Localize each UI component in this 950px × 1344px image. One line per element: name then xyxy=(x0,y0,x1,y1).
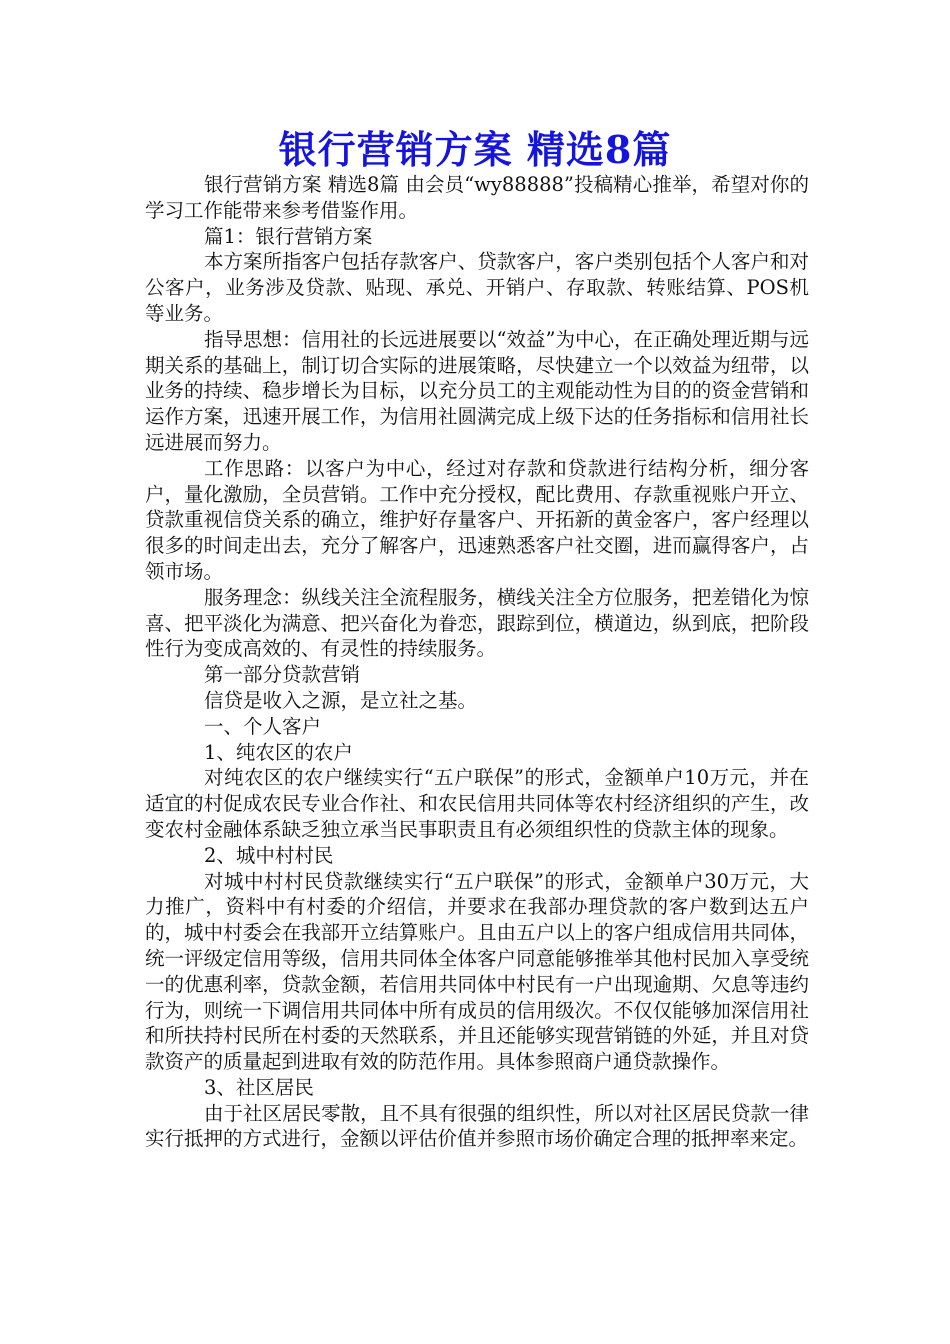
paragraph: 指导思想：信用社的长远进展要以“效益”为中心，在正确处理近期与远期关系的基础上，制订切合实际的进展策略，尽快建立一个以效益为纽带，以业务的持续、稳步增长为目标，以充分员工的主观能动性为目的的资金营销和运作方案，迅速开展工作，为信用社圆满完成上级下达的任务指标和信用社长远进展而努力。 xyxy=(145,327,809,454)
subsection-heading: 3、社区居民 xyxy=(204,1075,314,1099)
subsection-heading: 2、城中村村民 xyxy=(204,843,334,867)
paragraph: 服务理念：纵线关注全流程服务，横线关注全方位服务，把差错化为惊喜、把平淡化为满意、把兴奋化为眷恋，跟踪到位，横道边，纵到底，把阶段性行为变成高效的、有灵性的持续服务。 xyxy=(145,585,809,661)
paragraph: 对城中村村民贷款继续实行“五户联保”的形式，金额单户30万元，大力推广，资料中有村委的介绍信，并要求在我部办理贷款的客户数到达五户的，城中村委会在我部开立结算账户。且由五户以上的客户组成信用共同体，统一评级定信用等级，信用共同体全体客户同意能够推举其他村民加入享受统一的优惠利率，贷款金额，若信用共同体中村民有一户出现逾期、欠息等违约行为，则统一下调信用共同体中所有成员的信用级次。不仅仅能够加深信用社和所扶持村民所在村委的天然联系，并且还能够实现营销链的外延，并且对贷款资产的质量起到进取有效的防范作用。具体参照商户通贷款操作。 xyxy=(145,869,809,1074)
section-heading: 篇1：银行营销方案 xyxy=(204,224,373,248)
paragraph: 由于社区居民零散，且不具有很强的组织性，所以对社区居民贷款一律实行抵押的方式进行，金额以评估价值并参照市场价确定合理的抵押率来定。 xyxy=(145,1101,809,1151)
paragraph: 信贷是收入之源，是立社之基。 xyxy=(204,688,478,712)
document-title: 银行营销方案 精选8篇 xyxy=(278,127,672,172)
subsection-heading: 一、个人客户 xyxy=(204,714,322,738)
subsection-heading: 1、纯农区的农户 xyxy=(204,740,353,764)
paragraph: 工作思路：以客户为中心，经过对存款和贷款进行结构分析，细分客户，量化激励，全员营销。工作中充分授权，配比费用、存款重视账户开立、贷款重视信贷关系的确立，维护好存量客户、开拓新的黄金客户，客户经理以很多的时间走出去，充分了解客户，迅速熟悉客户社交圈，进而赢得客户，占领市场。 xyxy=(145,456,809,583)
document-body xyxy=(145,172,809,1152)
intro-paragraph: 银行营销方案 精选8篇 由会员“wy88888”投稿精心推举，希望对你的学习工作能带来参考借鉴作用。 xyxy=(145,173,809,222)
paragraph: 本方案所指客户包括存款客户、贷款客户，客户类别包括个人客户和对公客户，业务涉及贷款、贴现、承兑、开销户、存取款、转账结算、POS机等业务。 xyxy=(145,250,809,325)
paragraph: 对纯农区的农户继续实行“五户联保”的形式，金额单户10万元，并在适宜的村促成农民专业合作社、和农民信用共同体等农村经济组织的产生，改变农村金融体系缺乏独立承当民事职责且有必须组织性的贷款主体的现象。 xyxy=(145,766,809,841)
section-heading: 第一部分贷款营销 xyxy=(204,663,361,687)
